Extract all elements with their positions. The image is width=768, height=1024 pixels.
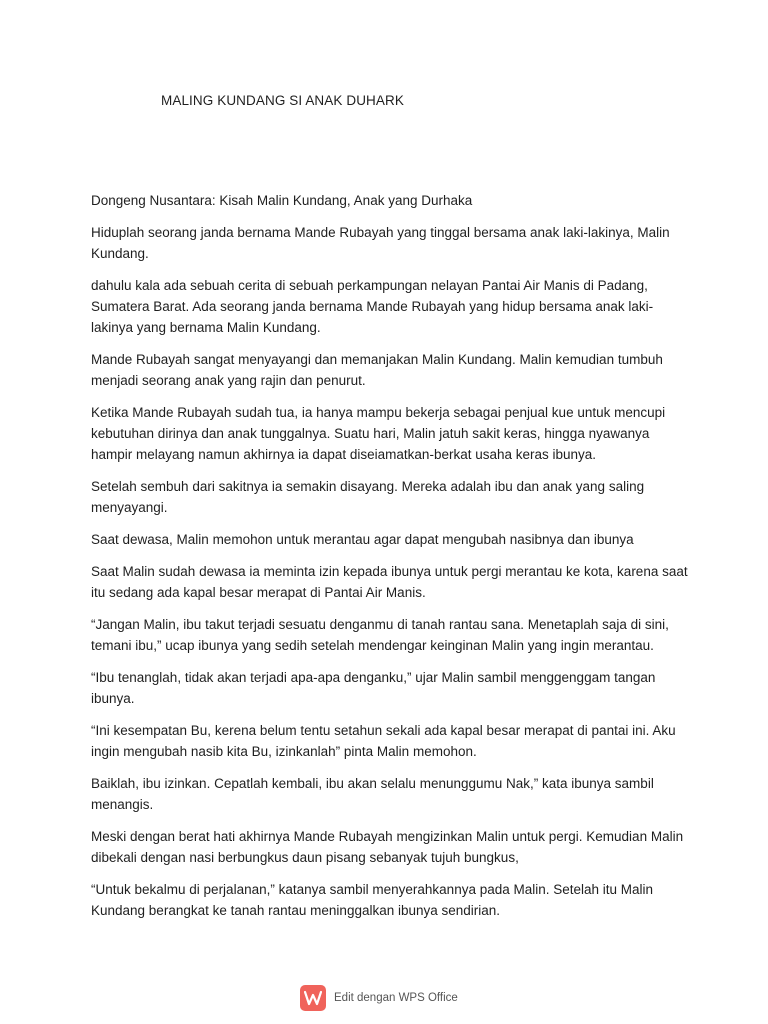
paragraph: “Ibu tenanglah, tidak akan terjadi apa-apa denganku,” ujar Malin sambil menggenggam tangan ibunya. [91, 670, 656, 706]
paragraph: “Ini kesempatan Bu, kerena belum tentu setahun sekali ada kapal besar merapat di pantai ini. Aku ingin mengubah nasib kita Bu, izinkanlah” pinta Malin memohon. [91, 723, 676, 759]
paragraph: Setelah sembuh dari sakitnya ia semakin disayang. Mereka adalah ibu dan anak yang saling menyayangi. [91, 479, 645, 515]
paragraph: Saat Malin sudah dewasa ia meminta izin kepada ibunya untuk pergi merantau ke kota, karena saat itu sedang ada kapal besar merapat di Pantai Air Manis. [91, 564, 688, 600]
wps-edit-label[interactable]: Edit dengan WPS Office [334, 992, 458, 1004]
document-title: MALING KUNDANG SI ANAK DUHARK [161, 93, 404, 108]
paragraph: Hiduplah seorang janda bernama Mande Rubayah yang tinggal bersama anak laki-lakinya, Malin Kundang. [91, 225, 670, 261]
paragraph: Ketika Mande Rubayah sudah tua, ia hanya mampu bekerja sebagai penjual kue untuk mencupi kebutuhan dirinya dan anak tunggalnya. Suatu hari, Malin jatuh sakit keras, hingga nyawanya hampir melayang namun akhirnya ia dapat diseiamatkan-berkat usaha keras ibunya. [91, 405, 666, 462]
paragraph: Dongeng Nusantara: Kisah Malin Kundang, Anak yang Durhaka [91, 193, 473, 208]
wps-office-logo-icon [300, 985, 326, 1011]
paragraph: Meski dengan berat hati akhirnya Mande Rubayah mengizinkan Malin untuk pergi. Kemudian Malin dibekali dengan nasi berbungkus daun pisang sebanyak tujuh bungkus, [91, 829, 684, 865]
paragraph: “Jangan Malin, ibu takut terjadi sesuatu denganmu di tanah rantau sana. Menetaplah saja di sini, temani ibu,” ucap ibunya yang sedih setelah mendengar keinginan Malin yang ingin merantau. [91, 617, 669, 653]
wps-edit-link[interactable] [300, 984, 458, 1012]
paragraph: Mande Rubayah sangat menyayangi dan memanjakan Malin Kundang. Malin kemudian tumbuh menjadi seorang anak yang rajin dan penurut. [91, 352, 663, 388]
paragraph: dahulu kala ada sebuah cerita di sebuah perkampungan nelayan Pantai Air Manis di Padang, Sumatera Barat. Ada seorang janda bernama Mande Rubayah yang hidup bersama anak laki-lakinya yang bernama Malin Kundang. [91, 278, 654, 335]
paragraph: Baiklah, ibu izinkan. Cepatlah kembali, ibu akan selalu menunggumu Nak,” kata ibunya sambil menangis. [91, 776, 654, 812]
paragraph: Saat dewasa, Malin memohon untuk merantau agar dapat mengubah nasibnya dan ibunya [91, 532, 634, 547]
document-body [91, 190, 691, 932]
paragraph: “Untuk bekalmu di perjalanan,” katanya sambil menyerahkannya pada Malin. Setelah itu Malin Kundang berangkat ke tanah rantau meninggalkan ibunya sendirian. [91, 882, 654, 918]
